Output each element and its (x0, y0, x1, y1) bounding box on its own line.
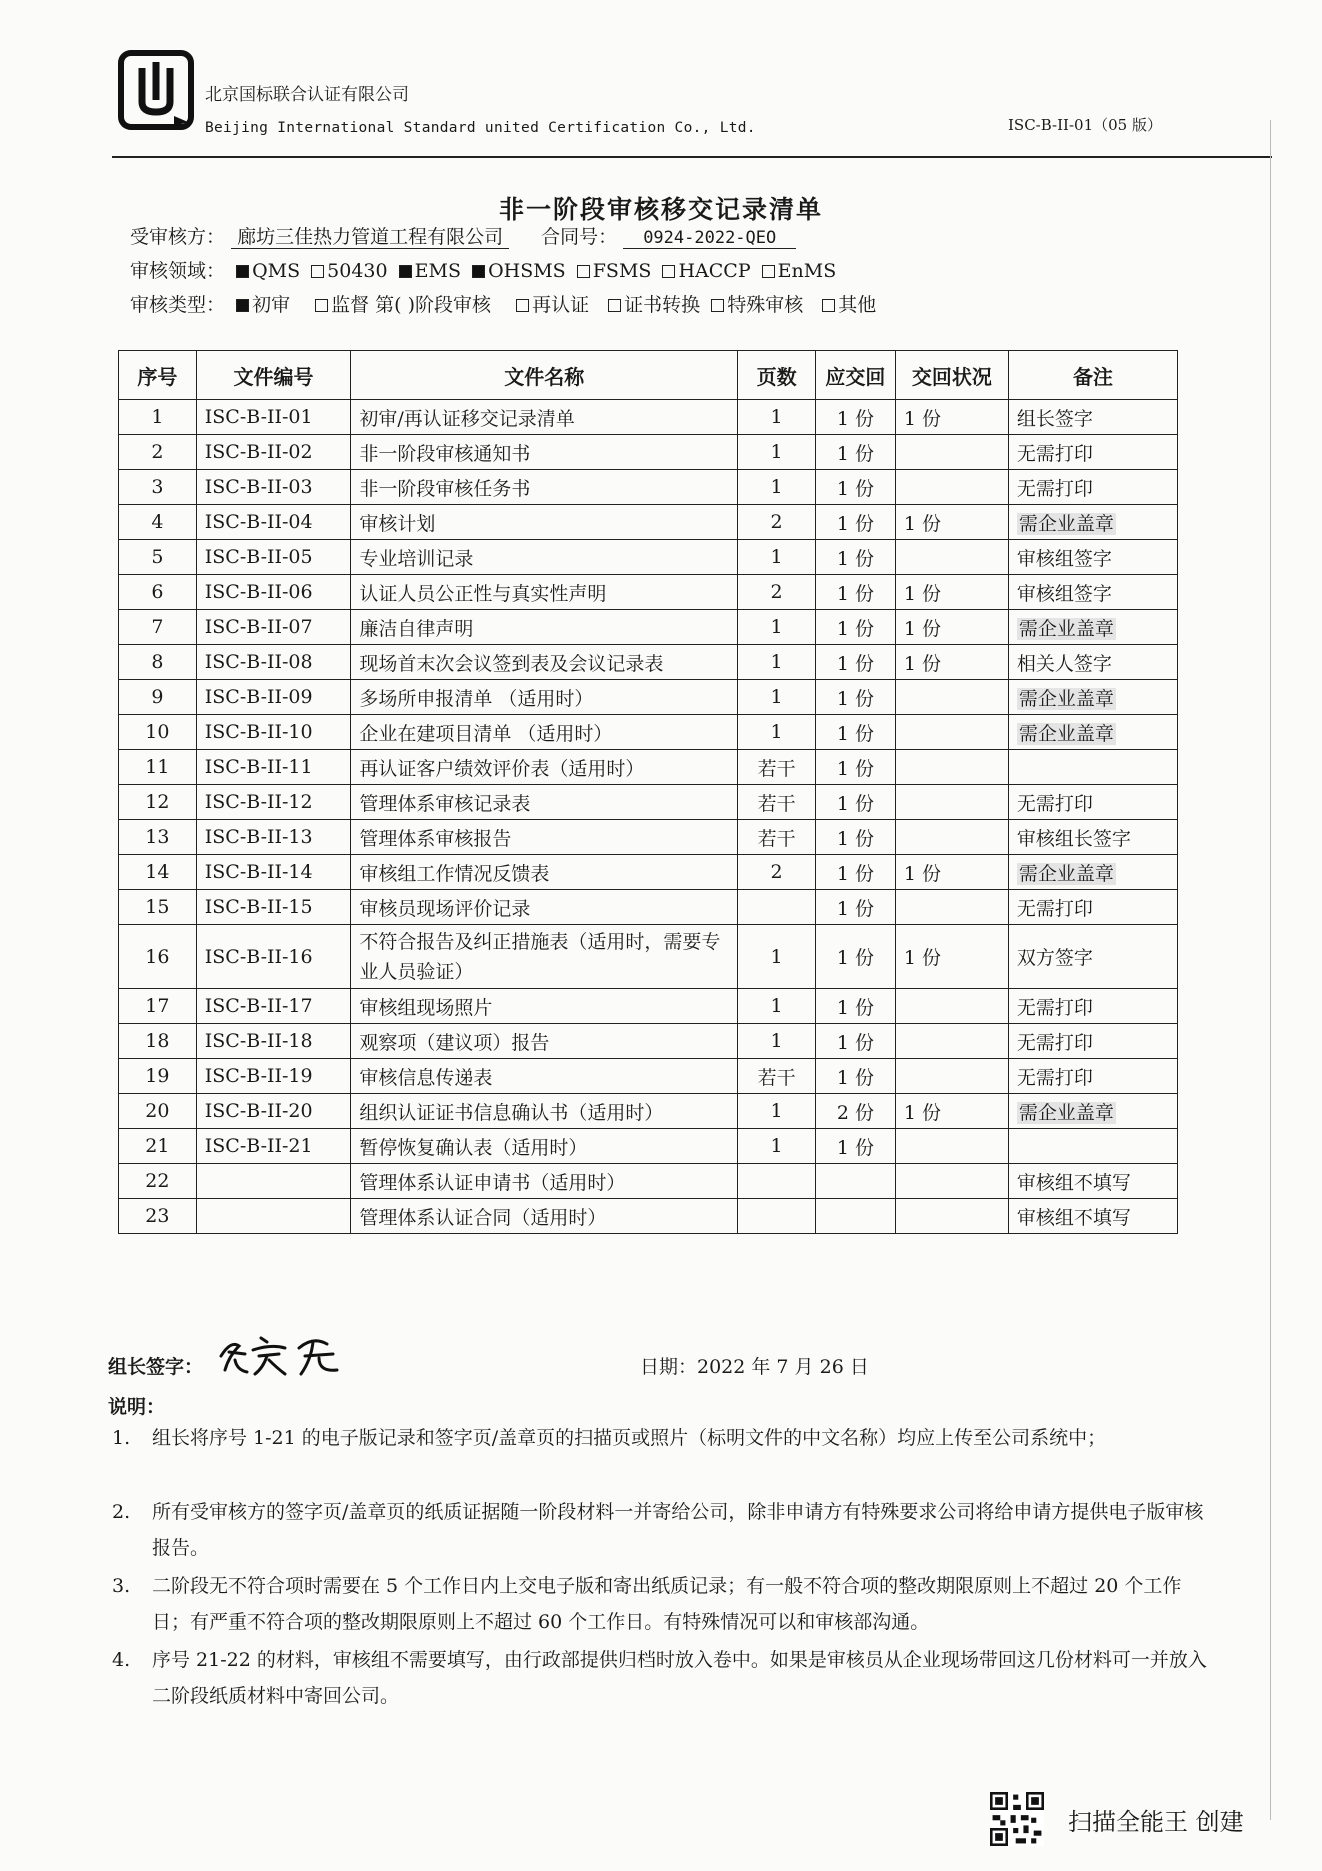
table-row (119, 715, 1178, 750)
note-item: 1. 组长将序号 1-21 的电子版记录和签字页/盖章页的扫描页或照片（标明文件的中文名称）均应上传至公司系统中； (112, 1427, 1107, 1449)
cell-doc-code: ISC-B-II-17 (196, 989, 351, 1024)
page-edge-line (1270, 120, 1271, 1820)
cell-doc-name: 再认证客户绩效评价表（适用时） (351, 750, 738, 785)
cell-serial: 17 (119, 989, 197, 1024)
cell-doc-code: ISC-B-II-07 (196, 610, 351, 645)
cell-remarks: 审核组不填写 (1008, 1164, 1177, 1199)
cell-doc-name: 审核信息传递表 (351, 1059, 738, 1094)
company-name-en: Beijing International Standard united Certification Co., Ltd. (205, 120, 756, 136)
table-row (119, 1129, 1178, 1164)
type-option: 监督 第( )阶段审核 (310, 294, 491, 316)
domain-option: EnMS (757, 260, 837, 282)
type-option: 再认证 (511, 294, 589, 316)
cell-returned (895, 890, 1008, 925)
table-row (119, 1094, 1178, 1129)
cell-doc-name: 审核员现场评价记录 (351, 890, 738, 925)
cell-returned (895, 1164, 1008, 1199)
cell-returned (895, 820, 1008, 855)
checkbox-icon (236, 265, 249, 278)
checkbox-icon (577, 265, 590, 278)
cell-remarks: 无需打印 (1008, 435, 1177, 470)
cell-doc-name: 管理体系认证申请书（适用时） (351, 1164, 738, 1199)
cell-serial: 16 (119, 925, 197, 989)
cell-doc-code: ISC-B-II-08 (196, 645, 351, 680)
cell-remarks: 需企业盖章 (1008, 610, 1177, 645)
cell-pages: 1 (738, 715, 816, 750)
cell-due: 1 份 (815, 540, 895, 575)
audit-type-line (130, 290, 876, 317)
cell-remarks: 需企业盖章 (1008, 505, 1177, 540)
cell-due: 1 份 (815, 505, 895, 540)
cell-due: 1 份 (815, 435, 895, 470)
cell-doc-name: 审核计划 (351, 505, 738, 540)
leader-signature (215, 1326, 345, 1386)
cell-doc-code: ISC-B-II-05 (196, 540, 351, 575)
cell-returned (895, 540, 1008, 575)
table-row (119, 680, 1178, 715)
domain-option: HACCP (657, 260, 750, 282)
cell-doc-code (196, 1164, 351, 1199)
cell-returned (895, 470, 1008, 505)
cell-due: 1 份 (815, 400, 895, 435)
company-logo (118, 50, 194, 130)
cell-remarks: 审核组签字 (1008, 540, 1177, 575)
table-row (119, 855, 1178, 890)
header-due: 应交回 (815, 351, 895, 400)
audit-domain-line (130, 256, 836, 283)
cell-pages: 若干 (738, 820, 816, 855)
cell-returned (895, 750, 1008, 785)
cell-returned (895, 1199, 1008, 1234)
cell-doc-code: ISC-B-II-21 (196, 1129, 351, 1164)
cell-serial: 14 (119, 855, 197, 890)
cell-pages: 1 (738, 610, 816, 645)
table-row (119, 1024, 1178, 1059)
checkbox-icon (516, 299, 529, 312)
cell-doc-name: 审核组现场照片 (351, 989, 738, 1024)
cell-remarks: 无需打印 (1008, 785, 1177, 820)
cell-doc-name: 初审/再认证移交记录清单 (351, 400, 738, 435)
cell-serial: 10 (119, 715, 197, 750)
cell-doc-code: ISC-B-II-10 (196, 715, 351, 750)
contract-label: 合同号： (541, 226, 618, 248)
cell-pages: 2 (738, 575, 816, 610)
header-doc-code: 文件编号 (196, 351, 351, 400)
cell-doc-code: ISC-B-II-04 (196, 505, 351, 540)
cell-serial: 2 (119, 435, 197, 470)
audit-domain-label: 审核领域： (130, 260, 226, 282)
cell-pages: 1 (738, 470, 816, 505)
cell-serial: 3 (119, 470, 197, 505)
cell-due: 1 份 (815, 989, 895, 1024)
cell-remarks: 需企业盖章 (1008, 855, 1177, 890)
cell-doc-name: 非一阶段审核任务书 (351, 470, 738, 505)
cell-serial: 5 (119, 540, 197, 575)
checkbox-icon (472, 265, 485, 278)
header-remarks: 备注 (1008, 351, 1177, 400)
document-code: ISC-B-II-01（05 版） (1008, 116, 1162, 134)
cell-doc-code: ISC-B-II-09 (196, 680, 351, 715)
cell-remarks: 无需打印 (1008, 890, 1177, 925)
table-row (119, 540, 1178, 575)
cell-doc-name: 廉洁自律声明 (351, 610, 738, 645)
cell-returned: 1 份 (895, 1094, 1008, 1129)
checkbox-icon (711, 299, 724, 312)
cell-due: 1 份 (815, 1024, 895, 1059)
table-row (119, 645, 1178, 680)
cell-remarks: 审核组签字 (1008, 575, 1177, 610)
cell-serial: 9 (119, 680, 197, 715)
cell-serial: 12 (119, 785, 197, 820)
cell-pages (738, 1199, 816, 1234)
domain-option: EMS (394, 260, 461, 282)
cell-remarks: 组长签字 (1008, 400, 1177, 435)
cell-due (815, 1164, 895, 1199)
cell-doc-code: ISC-B-II-20 (196, 1094, 351, 1129)
cell-doc-code: ISC-B-II-14 (196, 855, 351, 890)
table-row (119, 820, 1178, 855)
type-option: 初审 (231, 294, 290, 316)
cell-pages: 1 (738, 1129, 816, 1164)
cell-pages: 1 (738, 540, 816, 575)
header-returned: 交回状况 (895, 351, 1008, 400)
note-item: 4. 序号 21-22 的材料，审核组不需要填写，由行政部提供归档时放入卷中。如果是审核员从企业现场带回这几份材料可一并放入二阶段纸质材料中寄回公司。 (112, 1649, 1207, 1707)
checkbox-icon (311, 265, 324, 278)
cell-due: 1 份 (815, 575, 895, 610)
cell-due: 1 份 (815, 715, 895, 750)
cell-serial: 4 (119, 505, 197, 540)
table-row (119, 505, 1178, 540)
cell-remarks: 需企业盖章 (1008, 680, 1177, 715)
cell-doc-name: 审核组工作情况反馈表 (351, 855, 738, 890)
cell-due: 1 份 (815, 1129, 895, 1164)
type-option: 特殊审核 (706, 294, 803, 316)
cell-remarks: 无需打印 (1008, 1059, 1177, 1094)
checkbox-icon (315, 299, 328, 312)
cell-due: 1 份 (815, 470, 895, 505)
domain-option: OHSMS (467, 260, 566, 282)
cell-returned: 1 份 (895, 400, 1008, 435)
cell-returned: 1 份 (895, 855, 1008, 890)
checkbox-icon (608, 299, 621, 312)
cell-serial: 13 (119, 820, 197, 855)
domain-option: FSMS (572, 260, 652, 282)
note-item: 2. 所有受审核方的签字页/盖章页的纸质证据随一阶段材料一并寄给公司，除非申请方有特殊要求公司将给申请方提供电子版审核报告。 (112, 1501, 1204, 1559)
cell-doc-code: ISC-B-II-19 (196, 1059, 351, 1094)
notes-title: 说明： (108, 1396, 166, 1418)
cell-doc-name: 多场所申报清单 （适用时） (351, 680, 738, 715)
table-row (119, 400, 1178, 435)
checkbox-icon (822, 299, 835, 312)
checkbox-icon (399, 265, 412, 278)
cell-returned: 1 份 (895, 925, 1008, 989)
cell-doc-code: ISC-B-II-11 (196, 750, 351, 785)
type-option: 其他 (817, 294, 876, 316)
cell-returned (895, 715, 1008, 750)
cell-returned: 1 份 (895, 505, 1008, 540)
auditee-value: 廊坊三佳热力管道工程有限公司 (231, 226, 509, 249)
cell-pages: 2 (738, 505, 816, 540)
cell-remarks: 双方签字 (1008, 925, 1177, 989)
cell-returned: 1 份 (895, 645, 1008, 680)
cell-doc-name: 不符合报告及纠正措施表（适用时，需要专业人员验证） (351, 925, 738, 989)
table-row (119, 750, 1178, 785)
cell-doc-name: 组织认证证书信息确认书（适用时） (351, 1094, 738, 1129)
cell-pages: 若干 (738, 750, 816, 785)
cell-serial: 19 (119, 1059, 197, 1094)
cell-remarks: 需企业盖章 (1008, 1094, 1177, 1129)
cell-pages: 若干 (738, 785, 816, 820)
header-doc-name: 文件名称 (351, 351, 738, 400)
cell-returned (895, 1059, 1008, 1094)
table-row (119, 989, 1178, 1024)
table-row (119, 435, 1178, 470)
cell-serial: 23 (119, 1199, 197, 1234)
cell-doc-name: 管理体系认证合同（适用时） (351, 1199, 738, 1234)
cell-doc-name: 暂停恢复确认表（适用时） (351, 1129, 738, 1164)
auditee-label: 受审核方： (130, 226, 226, 248)
cell-due: 1 份 (815, 645, 895, 680)
cell-doc-code: ISC-B-II-15 (196, 890, 351, 925)
checkbox-icon (762, 265, 775, 278)
table-row (119, 925, 1178, 989)
cell-doc-code: ISC-B-II-02 (196, 435, 351, 470)
cell-pages (738, 1164, 816, 1199)
cell-remarks: 审核组长签字 (1008, 820, 1177, 855)
checkbox-icon (236, 299, 249, 312)
qr-code-icon (990, 1792, 1044, 1846)
table-header-row (119, 351, 1178, 400)
scanner-app-label: 扫描全能王 创建 (1068, 1808, 1244, 1836)
cell-pages: 1 (738, 435, 816, 470)
cell-pages: 1 (738, 925, 816, 989)
cell-serial: 15 (119, 890, 197, 925)
cell-serial: 22 (119, 1164, 197, 1199)
header-divider (112, 156, 1272, 158)
table-row (119, 610, 1178, 645)
cell-remarks: 无需打印 (1008, 1024, 1177, 1059)
cell-due: 1 份 (815, 890, 895, 925)
cell-pages: 1 (738, 645, 816, 680)
cell-returned (895, 1129, 1008, 1164)
cell-due: 1 份 (815, 1059, 895, 1094)
cell-serial: 7 (119, 610, 197, 645)
domain-option: QMS (231, 260, 300, 282)
cell-doc-name: 认证人员公正性与真实性声明 (351, 575, 738, 610)
cell-returned (895, 989, 1008, 1024)
cell-doc-code: ISC-B-II-18 (196, 1024, 351, 1059)
audit-type-label: 审核类型： (130, 294, 226, 316)
cell-doc-code (196, 1199, 351, 1234)
table-row (119, 575, 1178, 610)
header-pages: 页数 (738, 351, 816, 400)
cell-doc-name: 专业培训记录 (351, 540, 738, 575)
cell-doc-name: 现场首末次会议签到表及会议记录表 (351, 645, 738, 680)
cell-doc-code: ISC-B-II-13 (196, 820, 351, 855)
table-row (119, 1199, 1178, 1234)
cell-serial: 18 (119, 1024, 197, 1059)
checkbox-icon (662, 265, 675, 278)
cell-due: 1 份 (815, 785, 895, 820)
cell-remarks: 无需打印 (1008, 989, 1177, 1024)
cell-remarks: 审核组不填写 (1008, 1199, 1177, 1234)
note-item: 3. 二阶段无不符合项时需要在 5 个工作日内上交电子版和寄出纸质记录；有一般不符合项的整改期限原则上不超过 20 个工作日；有严重不符合项的整改期限原则上不超过 60 个工作日。有特殊情况可以和审核部沟通。 (112, 1575, 1182, 1633)
cell-doc-name: 观察项（建议项）报告 (351, 1024, 738, 1059)
scanner-watermark (990, 1792, 1244, 1848)
cell-returned (895, 435, 1008, 470)
table-row (119, 890, 1178, 925)
cell-due: 1 份 (815, 680, 895, 715)
table-row (119, 1164, 1178, 1199)
cell-pages: 1 (738, 1094, 816, 1129)
cell-doc-name: 管理体系审核记录表 (351, 785, 738, 820)
cell-returned (895, 785, 1008, 820)
cell-serial: 20 (119, 1094, 197, 1129)
cell-due: 1 份 (815, 855, 895, 890)
cell-due: 1 份 (815, 750, 895, 785)
cell-pages: 1 (738, 1024, 816, 1059)
cell-serial: 1 (119, 400, 197, 435)
cell-doc-name: 管理体系审核报告 (351, 820, 738, 855)
cell-remarks: 需企业盖章 (1008, 715, 1177, 750)
cell-doc-code: ISC-B-II-16 (196, 925, 351, 989)
cell-doc-code: ISC-B-II-06 (196, 575, 351, 610)
cell-returned (895, 680, 1008, 715)
cell-doc-code: ISC-B-II-03 (196, 470, 351, 505)
cell-due: 2 份 (815, 1094, 895, 1129)
cell-pages: 若干 (738, 1059, 816, 1094)
contract-value: 0924-2022-QEO (623, 228, 796, 249)
cell-doc-code: ISC-B-II-12 (196, 785, 351, 820)
cell-due (815, 1199, 895, 1234)
cell-pages: 1 (738, 989, 816, 1024)
cell-due: 1 份 (815, 925, 895, 989)
cell-remarks: 无需打印 (1008, 470, 1177, 505)
table-row (119, 1059, 1178, 1094)
company-name-cn: 北京国标联合认证有限公司 (205, 85, 409, 105)
cell-pages: 1 (738, 680, 816, 715)
cell-returned: 1 份 (895, 610, 1008, 645)
header-serial: 序号 (119, 351, 197, 400)
cell-doc-name: 非一阶段审核通知书 (351, 435, 738, 470)
type-option: 证书转换 (603, 294, 700, 316)
cell-serial: 11 (119, 750, 197, 785)
transfer-records-table (118, 350, 1178, 1234)
cell-serial: 21 (119, 1129, 197, 1164)
leader-signature-label: 组长签字： (108, 1356, 204, 1378)
cell-pages: 1 (738, 400, 816, 435)
cell-remarks (1008, 750, 1177, 785)
cell-due: 1 份 (815, 820, 895, 855)
cell-doc-name: 企业在建项目清单 （适用时） (351, 715, 738, 750)
cell-pages (738, 890, 816, 925)
signature-date: 日期：2022 年 7 月 26 日 (640, 1356, 869, 1378)
table-row (119, 470, 1178, 505)
cell-remarks (1008, 1129, 1177, 1164)
cell-returned (895, 1024, 1008, 1059)
cell-pages: 2 (738, 855, 816, 890)
cell-remarks: 相关人签字 (1008, 645, 1177, 680)
cell-serial: 6 (119, 575, 197, 610)
auditee-line (130, 222, 796, 249)
domain-option: 50430 (306, 260, 387, 282)
table-row (119, 785, 1178, 820)
cell-serial: 8 (119, 645, 197, 680)
cell-due: 1 份 (815, 610, 895, 645)
cell-returned: 1 份 (895, 575, 1008, 610)
document-title: 非一阶段审核移交记录清单 (498, 195, 823, 224)
cell-doc-code: ISC-B-II-01 (196, 400, 351, 435)
